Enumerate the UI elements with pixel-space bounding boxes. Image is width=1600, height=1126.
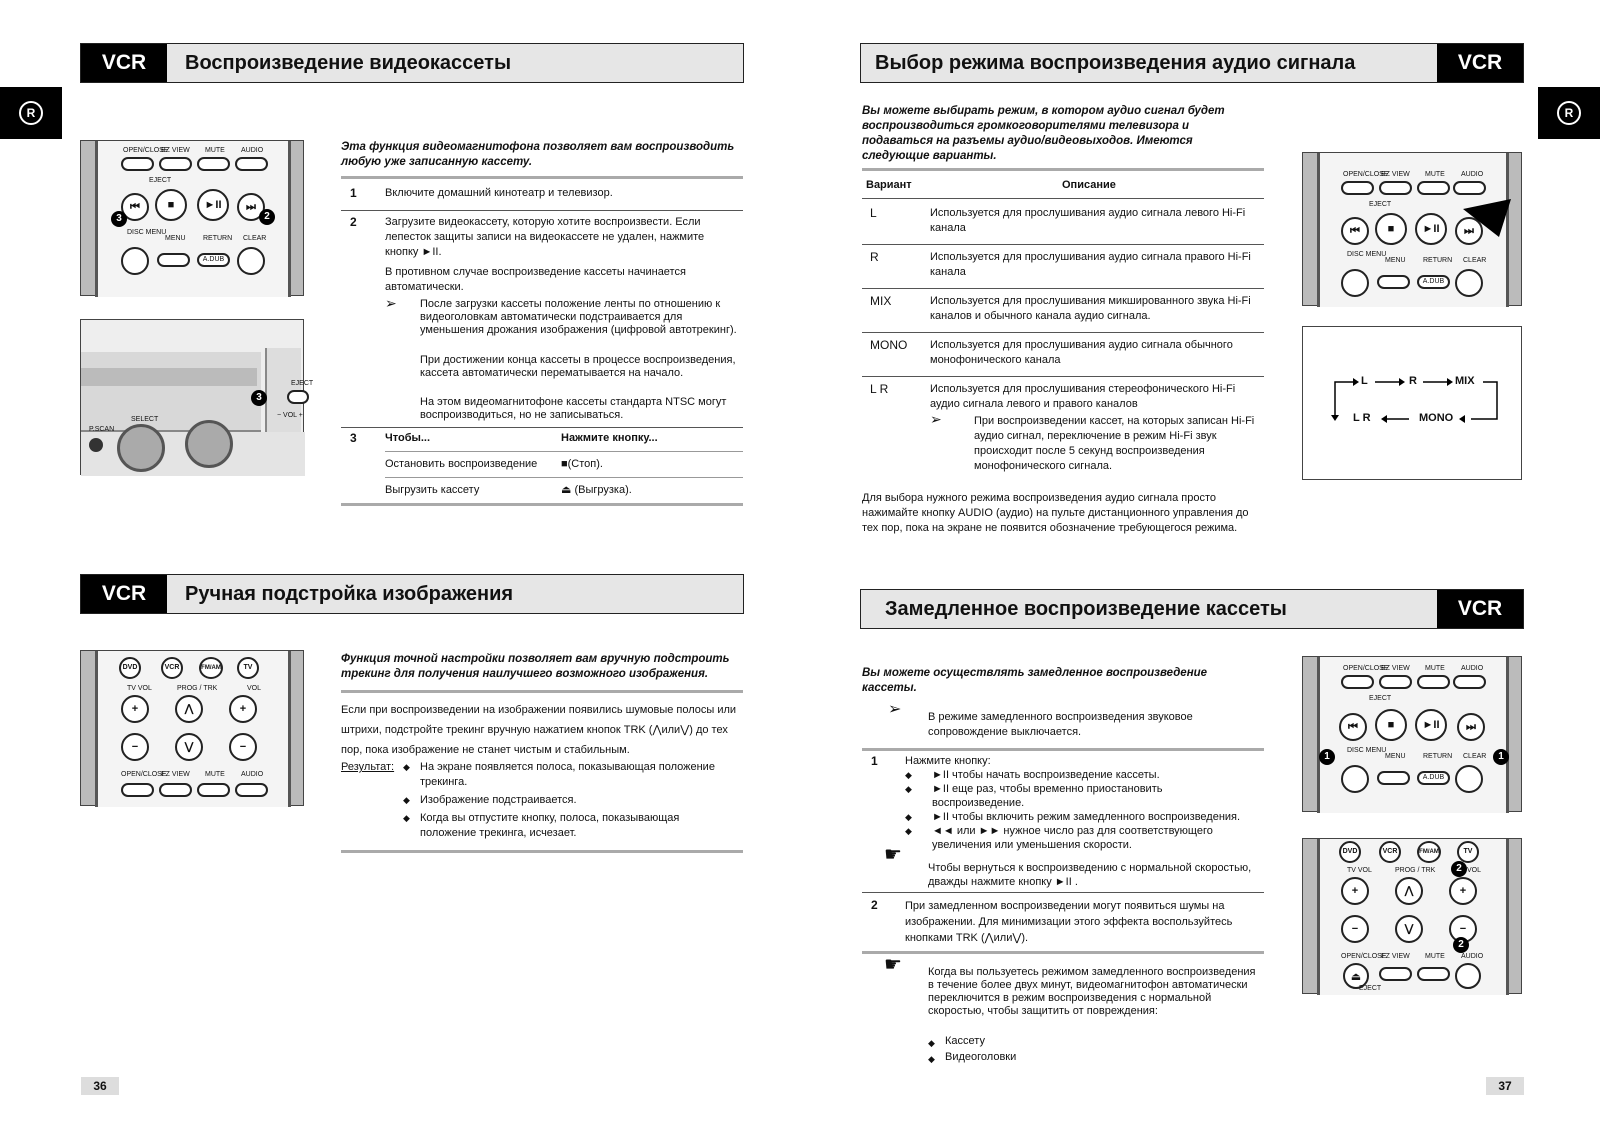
- table-header-action: Чтобы...: [385, 432, 431, 444]
- marker-2: 2: [259, 209, 275, 225]
- table-cell: Остановить воспроизведение: [385, 458, 538, 470]
- trk-down-button: ⋁: [175, 733, 203, 761]
- marker-3: 3: [111, 211, 127, 227]
- side-tab-left: [0, 87, 62, 139]
- mode-label: R: [1409, 375, 1417, 387]
- protect-item: Кассету: [945, 1035, 985, 1047]
- audio-option-description: Используется для прослушивания аудио сигнала правого Hi-Fi канала: [930, 251, 1251, 278]
- remote-figure-audio: OPEN/CLOSE EZ VIEW MUTE AUDIO EJECT ⏮ ■ ►II ⏭ DISC MENU MENU RETURN CLEAR A.DUB: [1302, 152, 1522, 306]
- bullet-icon: ◆: [403, 762, 410, 772]
- section-title: Замедленное воспроизведение кассеты: [885, 598, 1287, 620]
- vcr-tag: VCR: [1437, 44, 1523, 82]
- side-tab-label: R: [1557, 101, 1581, 125]
- audio-option: L: [870, 206, 877, 220]
- intro-text: Эта функция видеомагнитофона позволяет вам воспроизводить любую уже записанную кассету.: [341, 141, 735, 168]
- section-title: Выбор режима воспроизведения аудио сигнала: [875, 52, 1356, 74]
- page-number: 36: [81, 1077, 119, 1095]
- note-2: При достижении конца кассеты в процессе воспроизведения, кассета автоматически перематывается на начало.: [420, 354, 736, 379]
- audio-option: L R: [870, 382, 889, 396]
- table-divider: [862, 376, 1264, 377]
- audio-option: MONO: [870, 338, 908, 352]
- audio-option-description: Используется для прослушивания стереофонического Hi-Fi аудио сигнала левого и правого каналов: [930, 383, 1236, 410]
- audio-note: При воспроизведении кассет, на которых записан Hi-Fi аудио сигнал, переключение в режим Hi-Fi звук происходит после 5 секунд воспроизведения монофонического сигнала.: [974, 415, 1255, 472]
- table-cell: ■(Стоп).: [561, 458, 603, 470]
- intro-text: Вы можете выбирать режим, в котором аудио сигнал будет воспроизводиться громкоговорителями телевизора и подаваться на разъемы аудио/видеовыходов. Имеются следующие варианты.: [862, 105, 1225, 162]
- table-cell: ⏏ (Выгрузка).: [561, 484, 632, 496]
- section-header-slow: [860, 589, 1524, 629]
- hand-pointer-icon: ☛: [884, 954, 902, 976]
- result-1: На экране появляется полоса, показывающая положение трекинга.: [420, 761, 715, 788]
- vcr-tag: VCR: [81, 575, 167, 613]
- section-title: Ручная подстройка изображения: [185, 583, 514, 605]
- step-2-text: Загрузите видеокассету, которую хотите воспроизвести. Если лепесток защиты записи на видеокассете не удален, нажмите кнопку ►II.: [385, 216, 705, 258]
- side-tab-label: R: [19, 101, 43, 125]
- note-arrow-icon: ➢: [930, 411, 942, 427]
- step-1-text: Включите домашний кинотеатр и телевизор.: [385, 187, 613, 199]
- play-pause-button: ►II: [197, 189, 229, 221]
- slow-bullet-3: ►II чтобы включить режим замедленного воспроизведения.: [932, 811, 1241, 823]
- tracking-body: Если при воспроизведении на изображении появились шумовые полосы или штрихи, подстройте трекинг вручную нажатием кнопок TRK (⋀или⋁) до тех пор, пока изображение не станет чистым и стабильным.: [341, 704, 737, 756]
- remote-figure-slow-1: OPEN/CLOSE EZ VIEW MUTE AUDIO EJECT ⏮ ■ ►II ⏭ DISC MENU MENU RETURN CLEAR A.DUB 1 1: [1302, 656, 1522, 812]
- table-divider: [862, 288, 1264, 289]
- stop-button: ■: [155, 189, 187, 221]
- step-2-text: При замедленном воспроизведении могут появиться шумы на изображении. Для минимизации этого эффекта воспользуйтесь кнопками TRK (⋀или⋁).: [905, 900, 1233, 944]
- remote-figure-tracking: DVD VCR FM/AM TV TV VOL PROG / TRK VOL + ⋀ + − ⋁ − OPEN/CLOSE EZ VIEW MUTE AUDIO: [80, 650, 304, 806]
- table-divider: [862, 332, 1264, 333]
- skip-back-button: ⏮: [121, 193, 149, 221]
- table-divider: [862, 244, 1264, 245]
- slow-bullet-4: ◄◄ или ►► нужное число раз для соответствующего увеличения или уменьшения скорости.: [932, 825, 1213, 851]
- note-1: После загрузки кассеты положение ленты по отношению к видеоголовкам автоматически подстраивается для уменьшения дрожания изображения (цифровой автотрекинг).: [420, 298, 737, 336]
- intro-text: Функция точной настройки позволяет вам вручную подстроить трекинг для получения наилучшего возможного изображения.: [341, 653, 730, 680]
- note-arrow-icon: ➢: [888, 701, 902, 718]
- side-tab-right: [1538, 87, 1600, 139]
- mode-label: MIX: [1455, 375, 1475, 387]
- slow-note: В режиме замедленного воспроизведения звуковое сопровождение выключается.: [928, 711, 1193, 738]
- table-cell: Выгрузить кассету: [385, 484, 480, 496]
- remote-figure-slow-2: DVD VCR FM/AM TV TV VOL PROG / TRK VOL + ⋀ + − ⋁ − OPEN/CLOSE EZ VIEW MUTE AUDIO ⏏ EJECT 2 2: [1302, 838, 1522, 994]
- slow-bullet-2: ►II еще раз, чтобы временно приостановить воспроизведение.: [932, 783, 1163, 809]
- audio-option-description: Используется для прослушивания аудио сигнала обычного монофонического канала: [930, 339, 1233, 366]
- protect-item: Видеоголовки: [945, 1051, 1017, 1063]
- mode-label: L: [1361, 375, 1368, 387]
- trk-up-button: ⋀: [175, 695, 203, 723]
- section-header-playback: [80, 43, 744, 83]
- section-title: Воспроизведение видеокассеты: [185, 52, 512, 74]
- intro-text: Вы можете осуществлять замедленное воспроизведение кассеты.: [862, 667, 1208, 694]
- table-header-description: Описание: [1062, 179, 1116, 191]
- audio-option-description: Используется для прослушивания аудио сигнала левого Hi-Fi канала: [930, 207, 1246, 234]
- result-label: Результат:: [341, 761, 395, 773]
- slow-warning: Когда вы пользуетесь режимом замедленного воспроизведения в течение более двух минут, видеомагнитофон автоматически переключится в режим воспроизведения с нормальной скоростью, чтобы защитить от повреждения:: [928, 966, 1256, 1017]
- skip-fwd-button: ⏭: [237, 193, 265, 221]
- table-header-option: Вариант: [866, 179, 912, 191]
- audio-option: MIX: [870, 294, 892, 308]
- page-number: 37: [1486, 1077, 1524, 1095]
- mode-label: MONO: [1419, 412, 1454, 424]
- result-3: Когда вы отпустите кнопку, полоса, показывающая положение трекинга, исчезает.: [420, 812, 680, 839]
- section-header-tracking: [80, 574, 744, 614]
- bullet-icon: ◆: [403, 813, 410, 823]
- audio-option: R: [870, 250, 879, 264]
- audio-instructions: Для выбора нужного режима воспроизведения аудио сигнала просто нажимайте кнопку AUDIO (аудио) на пульте дистанционного управления до тех пор, пока на экране не появится обозначение требующегося режима.: [862, 492, 1249, 534]
- note-arrow-icon: ➢: [385, 295, 397, 311]
- audio-mode-diagram: [1302, 326, 1522, 480]
- note-3: На этом видеомагнитофоне кассеты стандарта NTSC могут воспроизводиться, но не записываться.: [420, 396, 727, 421]
- result-2: Изображение подстраивается.: [420, 794, 577, 806]
- remote-figure-1: OPEN/CLOSE EZ VIEW MUTE AUDIO EJECT ⏮ ■ ►II ⏭ DISC MENU MENU RETURN CLEAR A.DUB 3 2: [80, 140, 304, 296]
- step-2-text-b: В противном случае воспроизведение кассеты начинается автоматически.: [385, 266, 686, 293]
- hand-pointer-icon: ☛: [884, 844, 902, 866]
- audio-option-description: Используется для прослушивания микшированного звука Hi-Fi каналов и обычного канала аудио сигнала.: [930, 295, 1251, 322]
- vcr-tag: VCR: [81, 44, 167, 82]
- slow-bullet-1: ►II чтобы начать воспроизведение кассеты.: [932, 769, 1160, 781]
- mode-label: L R: [1353, 412, 1371, 424]
- section-header-audio: [860, 43, 1524, 83]
- step-1-text: Нажмите кнопку:: [905, 755, 991, 767]
- bullet-icon: ◆: [403, 795, 410, 805]
- table-header-button: Нажмите кнопку...: [561, 432, 658, 444]
- slow-tip: Чтобы вернуться к воспроизведению с нормальной скоростью, дважды нажмите кнопку ►II .: [928, 862, 1252, 888]
- vcr-front-panel-figure: EJECT P.SCAN SELECT − VOL + 3: [80, 319, 304, 475]
- vcr-tag: VCR: [1437, 590, 1523, 628]
